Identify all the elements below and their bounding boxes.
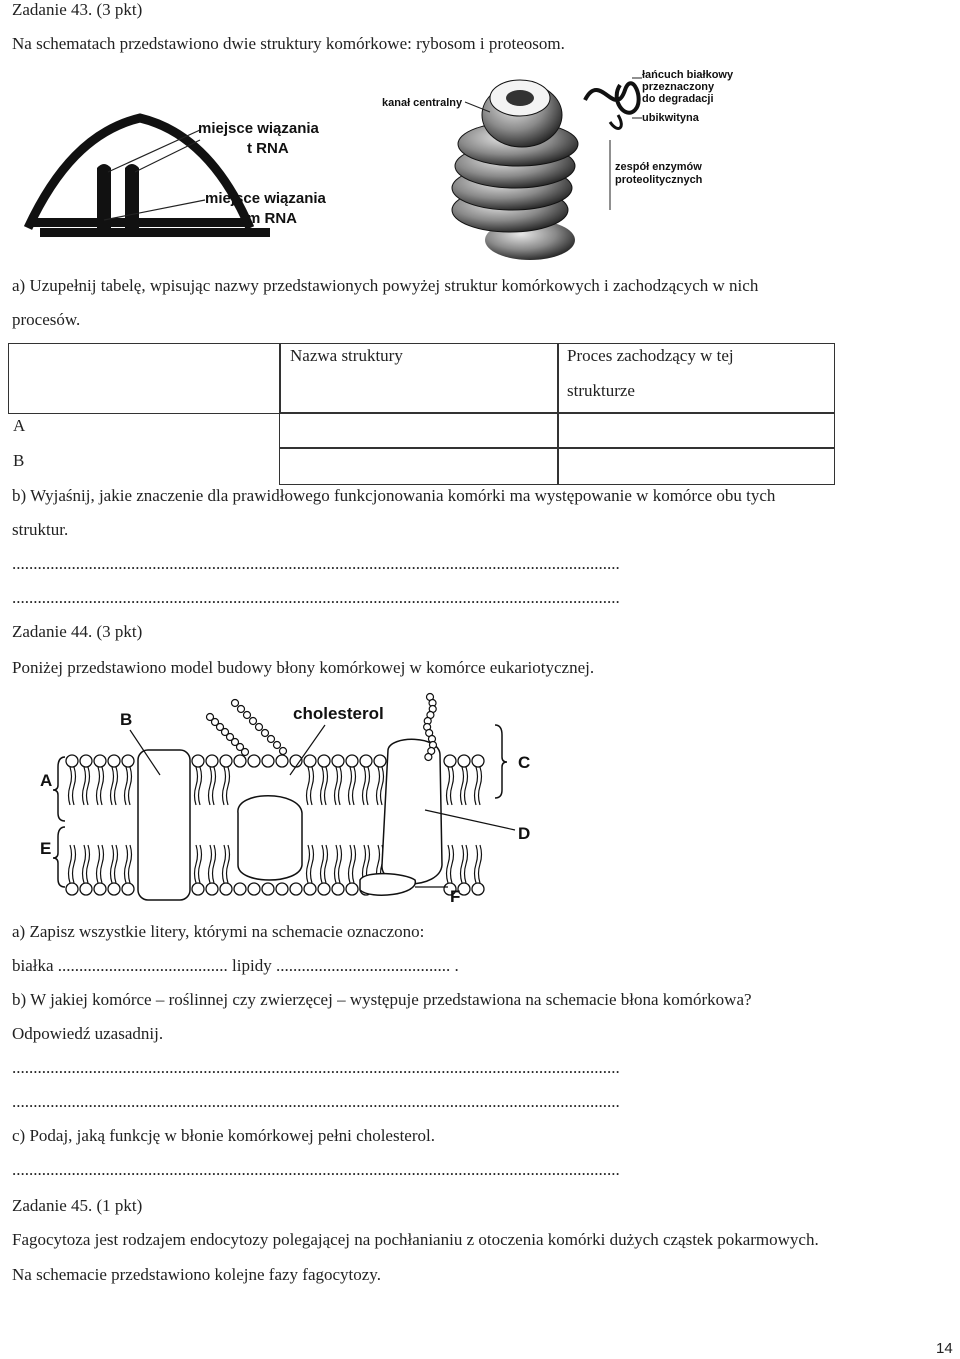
lipid-head (122, 755, 134, 767)
membrane-label-e: E (40, 839, 52, 858)
lipid-head (94, 755, 106, 767)
lipid-tail (363, 767, 366, 805)
label-trna-1: miejsce wiązania (198, 120, 319, 137)
table-cell-b-process[interactable] (557, 447, 835, 485)
lipid-head (192, 883, 204, 895)
lipid-tail (339, 845, 342, 883)
lipid-tail (475, 767, 478, 805)
lipid-tail (97, 767, 100, 805)
lipid-tail (223, 767, 226, 805)
label-chain-3: do degradacji (642, 93, 714, 105)
lipid-head (234, 883, 246, 895)
label-chain-1: łańcuch białkowy (642, 69, 734, 81)
label-mrna-1: miejsce wiązania (205, 190, 326, 207)
task-44c-text: c) Podaj, jaką funkcję w błonie komórkowej pełni cholesterol. (12, 1126, 435, 1145)
ribosome-diagram (0, 60, 380, 260)
task-43a-line2: procesów. (12, 310, 81, 329)
lipid-tail (213, 845, 216, 883)
task-44a-answer[interactable]: białka ........................................ lipidy ......................................... . (12, 956, 459, 975)
lipid-tail (223, 845, 226, 883)
task-43-header: Zadanie 43. (3 pkt) (12, 0, 143, 19)
lipid-tail (447, 845, 450, 883)
lipid-tail (195, 767, 198, 805)
glycan-bead (250, 718, 257, 725)
lipid-tail (209, 845, 212, 883)
lipid-tail (335, 767, 338, 805)
lipid-tail (349, 845, 352, 883)
lipid-head (360, 755, 372, 767)
membrane-label-c: C (518, 753, 531, 772)
lipid-head (80, 755, 92, 767)
lipid-head (192, 755, 204, 767)
table-col-process-2: strukturze (567, 381, 635, 400)
lipid-tail (83, 845, 86, 883)
task-44-intro: Poniżej przedstawiono model budowy błony komórkowej w komórce eukariotycznej. (12, 658, 595, 677)
lipid-head (304, 755, 316, 767)
task-45-header: Zadanie 45. (1 pkt) (12, 1196, 143, 1215)
lipid-tail (125, 767, 128, 805)
task-43b-line2: struktur. (12, 520, 69, 539)
table-header-empty (8, 343, 281, 414)
lipid-head (458, 755, 470, 767)
lipid-head (66, 755, 78, 767)
answer-line[interactable]: ............................................................................................................................................... (12, 588, 620, 607)
lipid-tail (97, 845, 100, 883)
lipid-tail (465, 845, 468, 883)
lipid-tail (227, 845, 230, 883)
membrane-label-d: D (518, 824, 531, 843)
lipid-tail (353, 767, 356, 805)
lipid-head (122, 883, 134, 895)
lipid-tail (325, 767, 328, 805)
label-chain-2: przeznaczony (642, 81, 715, 93)
lipid-head (234, 755, 246, 767)
lipid-tail (101, 767, 104, 805)
lipid-tail (195, 845, 198, 883)
lipid-tail (311, 767, 314, 805)
glycan-bead (425, 754, 432, 761)
answer-line[interactable]: ............................................................................................................................................... (12, 1092, 620, 1111)
lipid-tail (199, 767, 202, 805)
label-enzymes-1: zespół enzymów (615, 161, 702, 173)
task-44a-text: a) Zapisz wszystkie litery, którymi na schemacie oznaczono: (12, 922, 425, 941)
lipid-head (94, 883, 106, 895)
lipid-tail (129, 845, 132, 883)
glycan-bead (238, 706, 245, 713)
glycan-bead (262, 730, 269, 737)
lipid-tail (479, 767, 482, 805)
glycan-bead (232, 700, 239, 707)
lipid-tail (367, 767, 370, 805)
glycan-bead (244, 712, 251, 719)
lipid-tail (87, 845, 90, 883)
lipid-head (332, 883, 344, 895)
lipid-tail (87, 767, 90, 805)
task-44b-line2: Odpowiedź uzasadnij. (12, 1024, 164, 1043)
membrane-diagram (20, 695, 560, 910)
lipid-tail (115, 767, 118, 805)
table-row-a: A (13, 416, 26, 435)
lipid-tail (353, 845, 356, 883)
membrane-label-b: B (120, 710, 133, 729)
lipid-tail (199, 845, 202, 883)
lipid-tail (465, 767, 468, 805)
lipid-tail (307, 767, 310, 805)
lipid-tail (479, 845, 482, 883)
lipid-tail (335, 845, 338, 883)
lipid-tail (321, 845, 324, 883)
lipid-head (318, 755, 330, 767)
lipid-head (66, 883, 78, 895)
lipid-tail (69, 845, 72, 883)
table-cell-a-process[interactable] (557, 412, 835, 449)
table-cell-b-name[interactable] (279, 447, 559, 485)
answer-line[interactable]: ............................................................................................................................................... (12, 1058, 620, 1077)
lipid-tail (115, 845, 118, 883)
label-trna-2: t RNA (247, 140, 289, 157)
lipid-head (444, 755, 456, 767)
glycan-bead (274, 742, 281, 749)
lipid-head (346, 755, 358, 767)
lipid-head (346, 883, 358, 895)
lipid-head (108, 883, 120, 895)
lipid-tail (129, 767, 132, 805)
glycan-bead (280, 748, 287, 755)
table-cell-a-name[interactable] (279, 412, 559, 449)
lipid-tail (209, 767, 212, 805)
lipid-head (304, 883, 316, 895)
lipid-tail (73, 767, 76, 805)
lipid-head (318, 883, 330, 895)
lipid-tail (461, 767, 464, 805)
lipid-head (108, 755, 120, 767)
label-mrna-2: m RNA (247, 210, 298, 227)
lipid-tail (213, 767, 216, 805)
table-row-b: B (13, 451, 25, 470)
lipid-head (262, 883, 274, 895)
lipid-head (206, 883, 218, 895)
table-col-process-1: Proces zachodzący w tej (567, 346, 734, 365)
lipid-head (262, 755, 274, 767)
lipid-tail (447, 767, 450, 805)
lipid-head (248, 755, 260, 767)
label-ubiquitin: ubikwityna (642, 112, 699, 124)
proteasome-diagram (370, 60, 770, 260)
lipid-tail (227, 767, 230, 805)
lipid-head (332, 755, 344, 767)
lipid-tail (307, 845, 310, 883)
task-45-line1: Fagocytoza jest rodzajem endocytozy polegającej na pochłanianiu z otoczenia komórki dużych cząstek pokarmowych. (12, 1230, 819, 1249)
task-44-header: Zadanie 44. (3 pkt) (12, 622, 143, 641)
lipid-tail (377, 767, 380, 805)
lipid-tail (349, 767, 352, 805)
lipid-tail (111, 845, 114, 883)
lipid-head (80, 883, 92, 895)
lipid-tail (475, 845, 478, 883)
lipid-head (374, 755, 386, 767)
lipid-tail (451, 845, 454, 883)
lipid-tail (339, 767, 342, 805)
lipid-head (206, 755, 218, 767)
glycan-bead (242, 749, 249, 756)
membrane-label-cholesterol: cholesterol (293, 704, 384, 723)
lipid-head (290, 883, 302, 895)
lipid-head (472, 755, 484, 767)
membrane-label-a: A (40, 771, 53, 790)
label-enzymes-2: proteolitycznych (615, 174, 703, 186)
task-43a-line1: a) Uzupełnij tabelę, wpisując nazwy przedstawionych powyżej struktur komórkowych i zachodzących w nich (12, 276, 759, 295)
lipid-tail (125, 845, 128, 883)
lipid-tail (321, 767, 324, 805)
lipid-tail (69, 767, 72, 805)
lipid-tail (451, 767, 454, 805)
lipid-tail (461, 845, 464, 883)
lipid-head (220, 883, 232, 895)
lipid-tail (73, 845, 76, 883)
label-central-channel: kanał centralny (382, 97, 463, 109)
lipid-tail (101, 845, 104, 883)
answer-line[interactable]: ............................................................................................................................................... (12, 1160, 620, 1179)
lipid-head (472, 883, 484, 895)
answer-line[interactable]: ............................................................................................................................................... (12, 554, 620, 573)
glycan-bead (256, 724, 263, 731)
lipid-tail (325, 845, 328, 883)
table-col-name: Nazwa struktury (290, 346, 403, 365)
lipid-tail (111, 767, 114, 805)
lipid-tail (381, 767, 384, 805)
page-number: 14 (936, 1340, 953, 1357)
glycan-bead (268, 736, 275, 743)
lipid-tail (83, 767, 86, 805)
task-44b-line1: b) W jakiej komórce – roślinnej czy zwierzęcej – występuje przedstawiona na schemacie błona komórkowa? (12, 990, 752, 1009)
membrane-label-f: F (450, 887, 461, 906)
lipid-head (248, 883, 260, 895)
task-43b-line1: b) Wyjaśnij, jakie znaczenie dla prawidłowego funkcjonowania komórki ma występowanie w komórce obu tych (12, 486, 776, 505)
lipid-head (220, 755, 232, 767)
lipid-head (276, 755, 288, 767)
task-43-intro: Na schematach przedstawiono dwie struktury komórkowe: rybosom i proteosom. (12, 34, 565, 53)
lipid-head (276, 883, 288, 895)
task-45-line2: Na schemacie przedstawiono kolejne fazy fagocytozy. (12, 1265, 381, 1284)
lipid-tail (311, 845, 314, 883)
